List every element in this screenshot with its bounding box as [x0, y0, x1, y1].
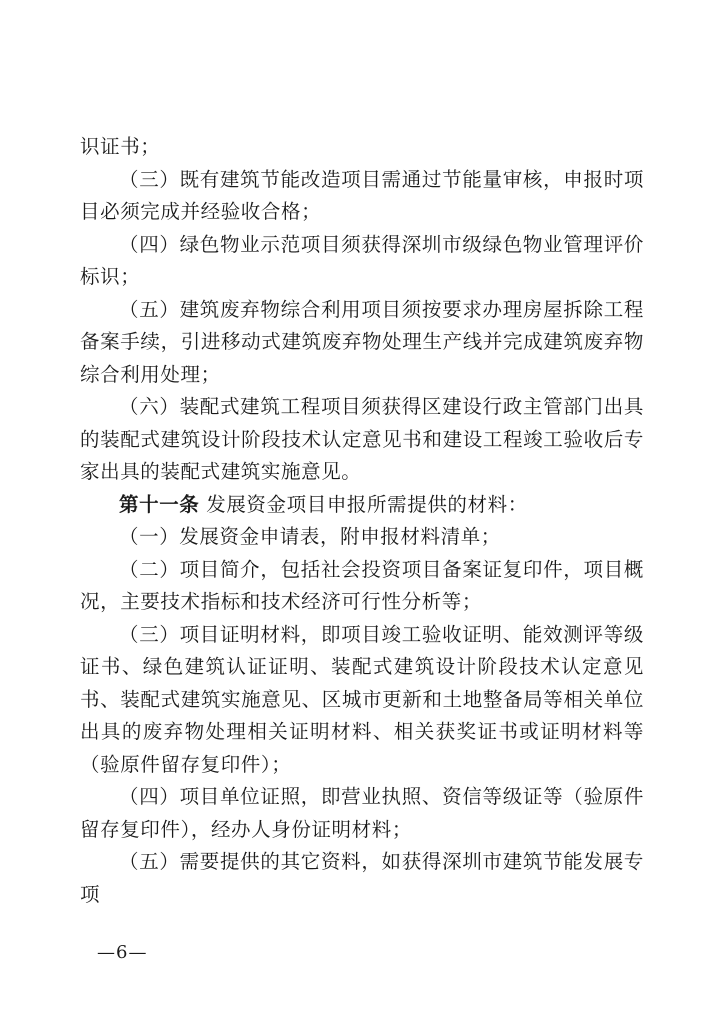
article-heading: [80, 489, 644, 522]
body-text: [80, 131, 644, 911]
paragraph-item-4: （四）绿色物业示范项目须获得深圳市级绿色物业管理评价标识；: [80, 232, 644, 288]
material-item-4: （四）项目单位证照，即营业执照、资信等级证等（验原件留存复印件），经办人身份证明材料；: [80, 785, 644, 841]
page-number: —6—: [97, 942, 148, 963]
article-number: 第十一条: [119, 492, 200, 516]
material-item-3: （三）项目证明材料，即项目竣工验收证明、能效测评等级证书、绿色建筑认证证明、装配式建筑设计阶段技术认定意见书、装配式建筑实施意见、区城市更新和土地整备局等相关单位出具的废弃物处理相关证明材料、相关获奖证书或证明材料等（验原件留存复印件）；: [80, 622, 644, 776]
paragraph-continuation: 识证书；: [80, 135, 161, 158]
material-item-5: （五）需要提供的其它资料，如获得深圳市建筑节能发展专项: [80, 850, 644, 906]
article-text: 发展资金项目申报所需提供的材料：: [206, 492, 528, 516]
material-item-1: （一）发展资金申请表，附申报材料清单；: [119, 525, 501, 548]
paragraph-item-6: （六）装配式建筑工程项目须获得区建设行政主管部门出具的装配式建筑设计阶段技术认定意见书和建设工程竣工验收后专家出具的装配式建筑实施意见。: [80, 395, 644, 483]
paragraph-item-3: （三）既有建筑节能改造项目需通过节能量审核，申报时项目必须完成并经验收合格；: [80, 167, 644, 223]
paragraph-item-5: （五）建筑废弃物综合利用项目须按要求办理房屋拆除工程备案手续，引进移动式建筑废弃物处理生产线并完成建筑废弃物综合利用处理；: [80, 297, 644, 386]
material-item-2: （二）项目简介，包括社会投资项目备案证复印件，项目概况，主要技术指标和技术经济可行性分析等；: [80, 557, 644, 613]
